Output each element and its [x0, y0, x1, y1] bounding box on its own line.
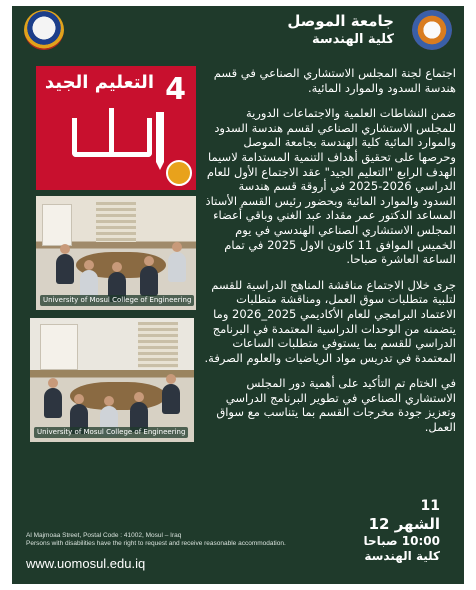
window-blinds [138, 322, 178, 368]
accessibility-note: Persons with disabilities have the right to request and receive reasonable accommodation. [26, 540, 286, 547]
attendee [44, 388, 62, 418]
college-name: كلية الهندسة [312, 32, 394, 47]
college-logo-icon [24, 10, 64, 50]
website-link[interactable]: www.uomosul.edu.iq [26, 556, 146, 571]
postal-address: Al Majmoaa Street, Postal Code : 41002, Mosul – Iraq [26, 532, 182, 539]
event-month: الشهر 12 [368, 515, 440, 533]
poster-header [12, 6, 464, 52]
university-name: جامعة الموصل [287, 12, 394, 30]
window-blinds [96, 202, 136, 242]
event-details [363, 498, 440, 564]
university-badge-icon [166, 160, 192, 186]
university-logo-icon [412, 10, 452, 50]
article-body [204, 66, 456, 446]
article-paragraph: اجتماع لجنة المجلس الاستشاري الصناعي في قسم هندسة السدود والموارد المائية. [213, 66, 456, 95]
article-paragraph: جرى خلال الاجتماع مناقشة المناهج الدراسية للقسم لتلبية متطلبات سوق العمل، ومناقشة متطلبات الاعتماد البرامجي للعام الأكاديمي 2025_2026 وما يتضمنه من الوحدات الدراسية المعتمدة في البرنامج الدراسي للقسم بما يستوفي متطلبات الساعات المعتمدة في تدريس مواد الرياضيات والعلوم الصرفة. [204, 277, 456, 365]
window [40, 324, 78, 370]
sdg4-quality-education-image [36, 66, 196, 190]
photo-caption: University of Mosul College of Engineering [40, 295, 194, 306]
event-time: 10:00 صباحا [363, 534, 440, 548]
book-icon [72, 118, 152, 157]
pen-icon [156, 112, 164, 162]
sdg-title: التعليم الجيد [44, 72, 154, 93]
attendee [140, 266, 158, 296]
article-paragraph: في الختام تم التأكيد على أهمية دور المجلس الاستشاري الصناعي في تطوير البرنامج الدراسي وتعزيز جودة مخرجات القسم بما يتناسب مع سواق العمل. [216, 376, 456, 435]
window [42, 204, 72, 246]
attendee [56, 254, 74, 284]
event-day: 11 [420, 498, 440, 514]
meeting-photo-2 [30, 318, 194, 442]
footer-address-block [26, 532, 326, 548]
article-paragraph: ضمن النشاطات العلمية والاجتماعات الدورية للمجلس الاستشاري الصناعي لقسم هندسة السدود والموارد المائية كلية الهندسة بجامعة الموصل وحرصها على تحقيق أهداف التنمية المستدامة لاسيما الهدف الرابع "التعليم الجيد" عقد الاجتماع الأول للعام الدراسي 2026-2025 في أروقة قسم هندسة السدود والموارد المائية وبحضور رئيس القسم الأستاذ المساعد الدكتور عمر مقداد عبد الغني وباقي أعضاء المجلس الاستشاري الصناعي الهندسي في يوم الخميس الموافق 11 كانون الاول 2025 في تمام الساعة العاشرة صباحا. [205, 106, 456, 267]
photo-caption: University of Mosul College of Engineering [34, 427, 188, 438]
attendee [162, 384, 180, 414]
sdg-number: 4 [165, 72, 186, 107]
meeting-photo-1 [36, 196, 196, 310]
event-venue: كلية الهندسة [364, 549, 440, 563]
attendee [168, 252, 186, 282]
